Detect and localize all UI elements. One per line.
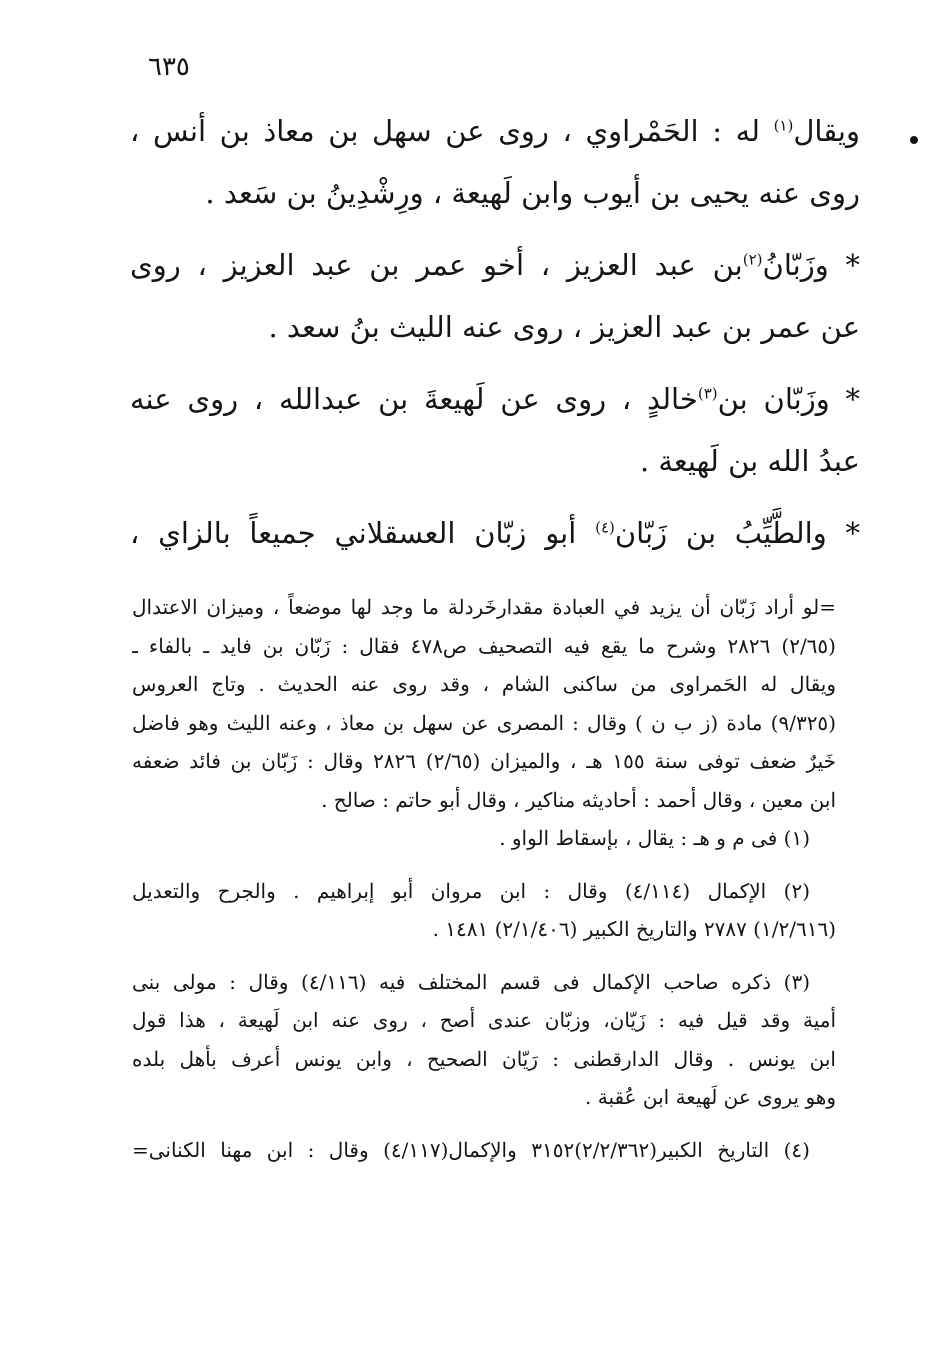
footnote-gap [132, 1117, 836, 1131]
entry-1-line-1-text: له : الحَمْراوي ، روى عن سهل بن معاذ بن أنس ، [130, 114, 774, 148]
entry-3-head: * وزَبّان بن [717, 382, 860, 416]
footnote-gap [132, 949, 836, 963]
footnote-continuation-line: (٩/٣٢٥) مادة (ز ب ن ) وقال : المصرى عن سهل بن معاذ ، وعنه الليث وهو فاضل [132, 710, 836, 735]
entry-gap [130, 492, 860, 502]
footnote-ref-1: (١) [773, 116, 794, 135]
main-text [130, 100, 860, 564]
entry-1-line-1 [130, 100, 860, 162]
entry-4-line-1-text: أبو زبّان العسقلاني جميعاً بالزاي ، [130, 516, 596, 550]
footnotes [132, 588, 836, 1169]
page-number: ٦٣٥ [148, 52, 190, 82]
entry-2-line-2: عن عمر بن عبد العزيز ، روى عنه الليث بنُ سعد . [268, 310, 860, 344]
footnote-3-line: أمية وقد قيل فيه : زَيّان، وزبّان عندى أصح ، روى عنه ابن لَهيعة ، هذا قول [132, 1008, 836, 1032]
entry-1-prefix: ويقال [793, 114, 860, 148]
footnote-continuation-line: =لو أراد زَبّان أن يزيد في العبادة مقدارخَردلة ما وجد لها موضعاً ، وميزان الاعتدال [132, 595, 836, 619]
footnote-gap [132, 858, 836, 872]
footnote-4-line: (٤) التاريخ الكبير(٢/٢/٣٦٢)٣١٥٢ والإكمال(٤/١١٧) وقال : ابن مهنا الكنانى= [132, 1137, 810, 1162]
footnote-continuation-line: (٢/٦٥) ٢٨٢٦ وشرح ما يقع فيه التصحيف ص٤٧٨ فقال : زَبّان بن فايد ـ بالفاء ـ [132, 633, 836, 658]
footnote-3-line: وهو يروى عن لَهيعة ابن عُقبة . [585, 1085, 836, 1109]
entry-2-head: * وزَبّانُ [762, 248, 860, 282]
entry-4-line-1 [130, 502, 860, 564]
entry-2-line-1 [130, 234, 860, 296]
entry-3-line-1 [130, 368, 860, 430]
footnote-1: (١) فى م و هـ : يقال ، بإسقاط الواو . [499, 826, 810, 850]
footnote-ref-3: (٣) [697, 384, 718, 403]
footnote-2-line: (١/٢/٦١٦) ٢٧٨٧ والتاريخ الكبير (٢/١/٤٠٦) ١٤٨١ . [432, 917, 836, 941]
entry-2-line-1-text: بن عبد العزيز ، أخو عمر بن عبد العزيز ، روى [130, 248, 743, 282]
entry-3-line-1-text: خالدٍ ، روى عن لَهيعةَ بن عبدالله ، روى عنه [130, 382, 698, 416]
entry-3-line-2: عبدُ الله بن لَهيعة . [639, 444, 860, 478]
entry-4-head: * والطَّيِّبُ بن زَبّان [614, 516, 860, 550]
footnote-2-line: (٢) الإكمال (٤/١١٤) وقال : ابن مروان أبو إبراهيم . والجرح والتعديل [132, 878, 810, 903]
entry-gap [130, 358, 860, 368]
footnote-ref-4: (٤) [595, 518, 615, 537]
footnote-continuation-line: ويقال له الحَمراوى من ساكنى الشام ، وقد روى عنه الحديث . وتاج العروس [132, 672, 836, 696]
margin-dot-mark [910, 136, 918, 144]
footnote-continuation-line: ابن معين ، وقال أحمد : أحاديثه مناكير ، وقال أبو حاتم : صالح . [321, 787, 836, 812]
footnote-3-line: ابن يونس . وقال الدارقطنى : رَيّان الصحيح ، وابن يونس أعرف بأهل بلده [132, 1046, 836, 1071]
entry-1-line-2: روى عنه يحيى بن أيوب وابن لَهيعة ، ورِشْدِينُ بن سَعد . [205, 176, 860, 210]
entry-gap [130, 224, 860, 234]
footnote-3-line: (٣) ذكره صاحب الإكمال فى قسم المختلف فيه (٤/١١٦) وقال : مولى بنى [132, 969, 810, 994]
footnote-ref-2: (٢) [742, 250, 763, 269]
footnote-continuation-line: خَيرٌ ضعف توفى سنة ١٥٥ هـ ، والميزان (٢/٦٥) ٢٨٢٦ وقال : زَبّان بن فائد ضعفه [132, 749, 836, 773]
